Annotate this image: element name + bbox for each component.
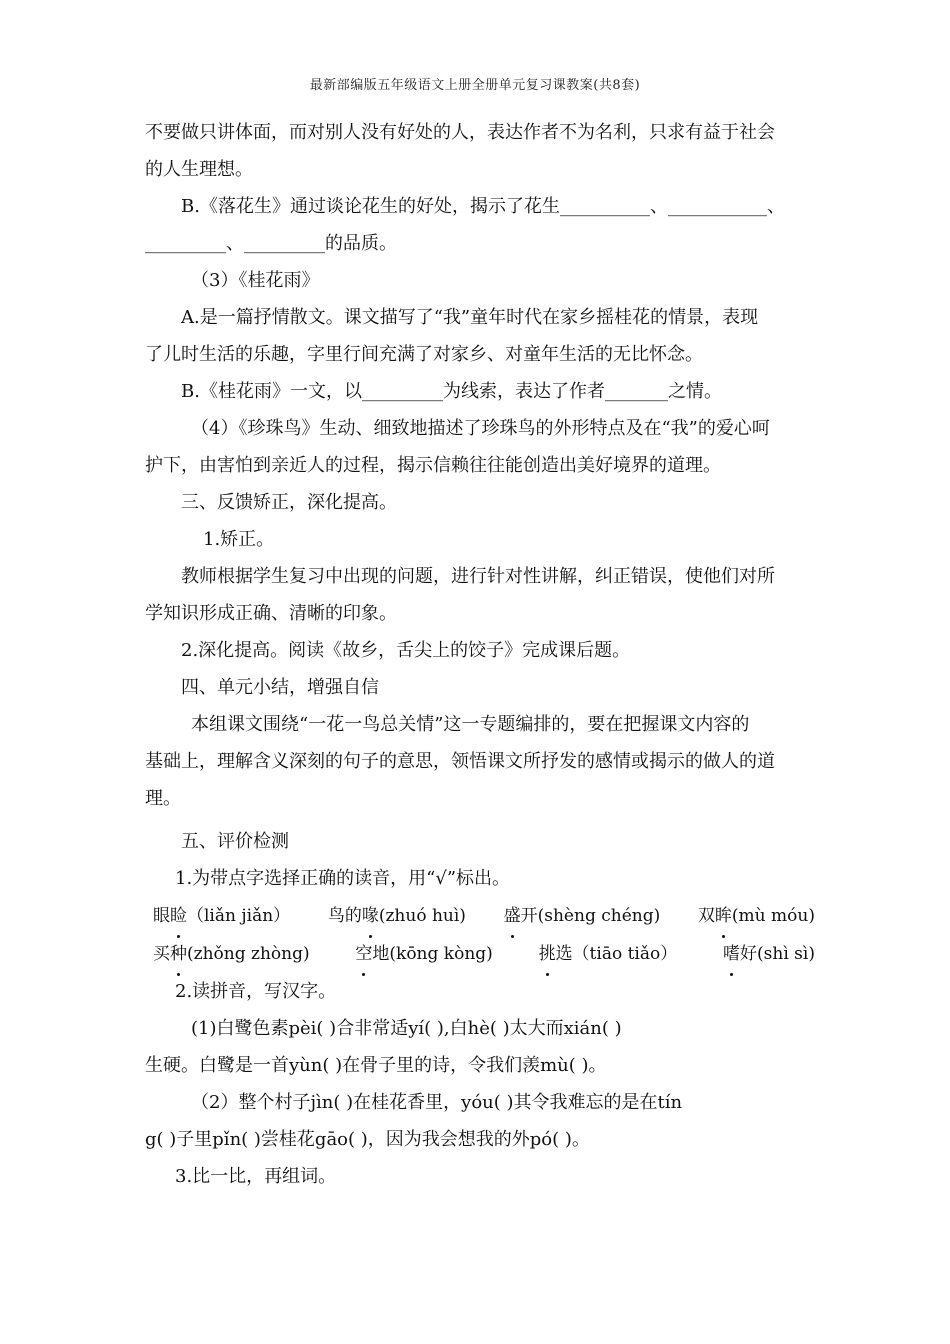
section-heading: 三、反馈矫正，深化提高。 [181,492,397,513]
section-heading: 五、评价检测 [181,831,289,852]
pinyin-row-2 [145,935,815,973]
dotted-char: 喙 [362,897,379,935]
question-prompt: 1.为带点字选择正确的读音，用“√”标出。 [175,868,511,889]
dotted-char: 睑 [170,897,187,935]
dotted-char: 眸 [715,897,732,935]
pinyin-item: 空地(kōng kòng) [355,935,492,973]
paragraph-line: 学知识形成正确、清晰的印象。 [145,603,397,624]
paragraph-line: （4）《珍珠鸟》生动、细致地描述了珍珠鸟的外形特点及在“我”的爱心呵 [191,418,770,439]
paragraph-line: 的人生理想。 [145,159,253,180]
pinyin-row-1 [145,897,815,935]
question-prompt: 3.比一比，再组词。 [175,1166,337,1187]
paragraph-line: 基础上，理解含义深刻的句子的意思，领悟课文所抒发的感情或揭示的做人的道 [145,751,775,772]
paragraph-line: (1)白鹭色素pèi( )合非常适yí( ),白hè( )太大而xián( ) [191,1018,622,1039]
subsection-heading: （3）《桂花雨》 [191,270,320,291]
pinyin-item: 买种(zhǒng zhòng) [153,935,310,973]
section-heading: 四、单元小结，增强自信 [181,677,379,698]
dotted-char: 盛 [504,897,521,935]
paragraph-line: 1.矫正。 [203,529,275,550]
paragraph-line: _________、_________的品质。 [145,233,397,254]
pinyin-item: 盛开(shèng chéng) [504,897,661,935]
dotted-char: 嗜 [723,935,740,973]
paragraph-line: 了儿时生活的乐趣，字里行间充满了对家乡、对童年生活的无比怀念。 [145,344,703,365]
page-header: 最新部编版五年级语文上册全册单元复习课教案(共8套) [309,78,641,93]
dotted-char: 种 [170,935,187,973]
paragraph-line: 2.深化提高。阅读《故乡，舌尖上的饺子》完成课后题。 [181,640,631,661]
paragraph-line: 护下，由害怕到亲近人的过程，揭示信赖往往能创造出美好境界的道理。 [145,455,721,476]
paragraph-line: 生硬。白鹭是一首yùn( )在骨子里的诗，令我们羡mù( )。 [145,1055,607,1076]
paragraph-line: 教师根据学生复习中出现的问题，进行针对性讲解，纠正错误，使他们对所 [181,566,775,587]
paragraph-line: g( )子里pǐn( )尝桂花gāo( )，因为我会想我的外pó( )。 [145,1129,590,1150]
paragraph-line: （2）整个村子jìn( )在桂花香里，yóu( )其令我难忘的是在tín [191,1092,683,1113]
pinyin-item: 双眸(mù móu) [698,897,815,935]
paragraph-line: 本组课文围绕“一花一鸟总关情”这一专题编排的，要在把握课文内容的 [191,714,750,735]
paragraph-line: 不要做只讲体面，而对别人没有好处的人，表达作者不为名利，只求有益于社会 [145,122,775,143]
pinyin-item: 嗜好(shì sì) [723,935,815,973]
paragraph-line: A.是一篇抒情散文。课文描写了“我”童年时代在家乡摇桂花的情景，表现 [181,307,759,328]
paragraph-line: B.《落花生》通过谈论花生的好处，揭示了花生__________、___________、 [181,196,785,217]
pinyin-item: 眼睑（liǎn jiǎn） [153,897,290,935]
pinyin-item: 挑选（tiāo tiǎo） [539,935,678,973]
paragraph-line: 理。 [145,788,181,809]
question-prompt: 2.读拼音，写汉字。 [175,981,337,1002]
pinyin-item: 鸟的喙(zhuó huì) [328,897,466,935]
dotted-char: 空 [355,935,372,973]
document-body [145,114,815,1195]
dotted-char: 挑 [539,935,556,973]
paragraph-line: B.《桂花雨》一文，以_________为线索，表达了作者_______之情。 [181,381,722,402]
